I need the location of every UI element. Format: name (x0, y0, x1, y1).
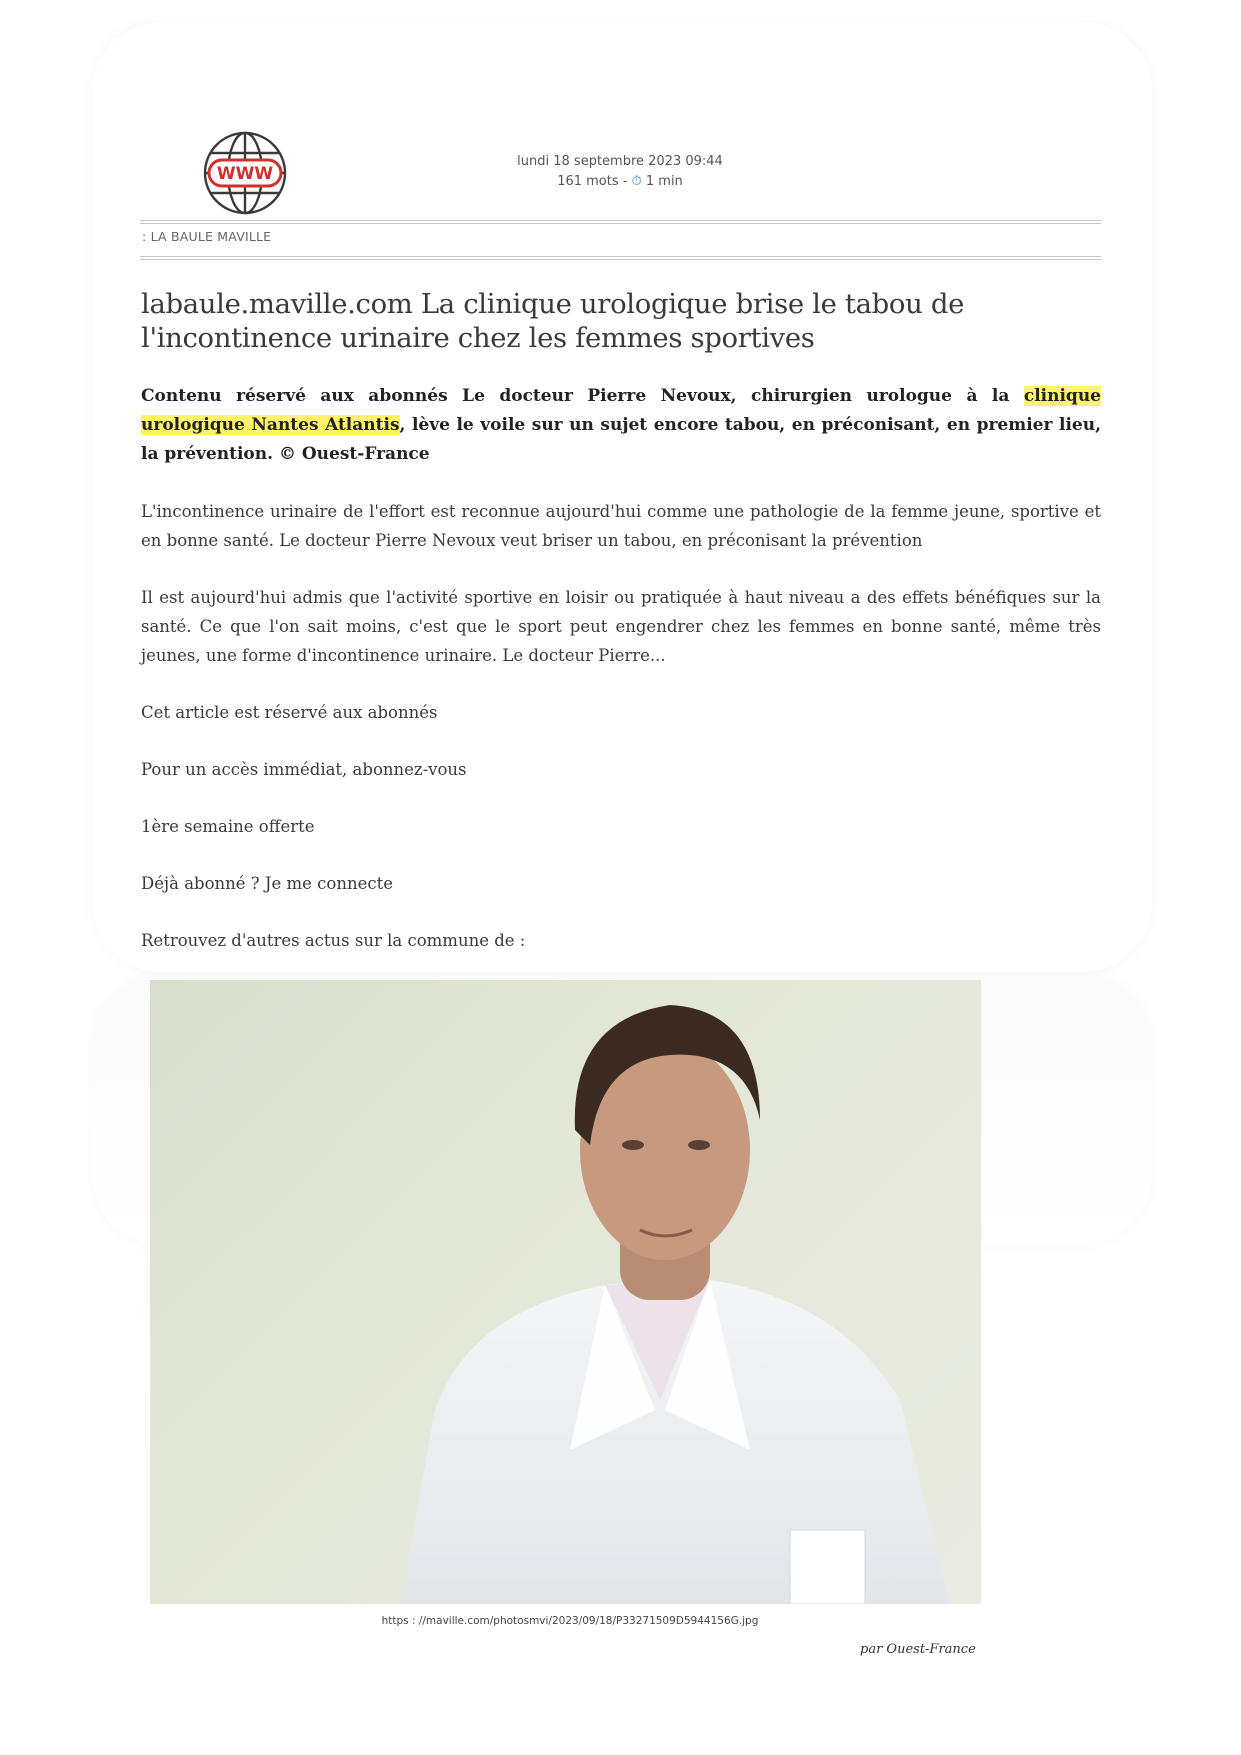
article-photo (150, 980, 981, 1604)
www-globe-icon (200, 128, 290, 218)
paragraph: L'incontinence urinaire de l'effort est reconnue aujourd'hui comme une pathologie de la femme jeune, sportive et en bonne santé. Le docteur Pierre Nevoux veut briser un tabou, en préconisant la prévention (141, 502, 1101, 550)
lead-text-end: , lève le voile sur un sujet encore tabou, en préconisant, en premier lieu, la prévention. © Ouest-France (141, 415, 1101, 464)
divider (140, 256, 1101, 257)
article-meta (480, 152, 760, 192)
photo-caption: https : //maville.com/photosmvi/2023/09/18/P33271509D5944156G.jpg (381, 1615, 759, 1627)
logo-text: WWW (216, 164, 274, 184)
reading-info (480, 172, 760, 192)
divider (140, 259, 1101, 260)
more-news-label: Retrouvez d'autres actus sur la commune de : (141, 931, 526, 950)
article-title: labaule.maville.com La clinique urologique brise le tabou de l'incontinence urinaire chez les femmes sportives (141, 288, 965, 354)
lead-text: Contenu réservé aux abonnés Le docteur Pierre Nevoux, chirurgien urologue à la (141, 386, 1024, 406)
login-link[interactable]: Déjà abonné ? Je me connecte (141, 874, 393, 893)
source-label: : LA BAULE MAVILLE (142, 229, 272, 244)
doctor-portrait (150, 980, 981, 1604)
read-time: 1 min (645, 174, 683, 189)
divider (140, 220, 1101, 221)
publish-date: lundi 18 septembre 2023 09:44 (517, 154, 723, 169)
highlighted-clinic-name: clinique urologique Nantes Atlantis (141, 386, 1101, 435)
photo-credit: par Ouest-France (860, 1642, 976, 1657)
divider (140, 223, 1101, 224)
paragraph: Il est aujourd'hui admis que l'activité sportive en loisir ou pratiquée à haut niveau a des effets bénéfiques sur la santé. Ce que l'on sait moins, c'est que le sport peut engendrer chez les femmes en bonne santé, même très jeunes, une forme d'incontinence urinaire. Le docteur Pierre... (141, 588, 1101, 665)
article-lead (141, 382, 1101, 469)
subscribe-link[interactable]: Pour un accès immédiat, abonnez-vous (141, 760, 467, 779)
clock-icon: ⏱ (631, 174, 642, 189)
article-body (141, 287, 1101, 955)
paywall-notice: Cet article est réservé aux abonnés (141, 703, 438, 722)
trial-offer: 1ère semaine offerte (141, 817, 315, 836)
word-count: 161 mots - (557, 174, 628, 189)
